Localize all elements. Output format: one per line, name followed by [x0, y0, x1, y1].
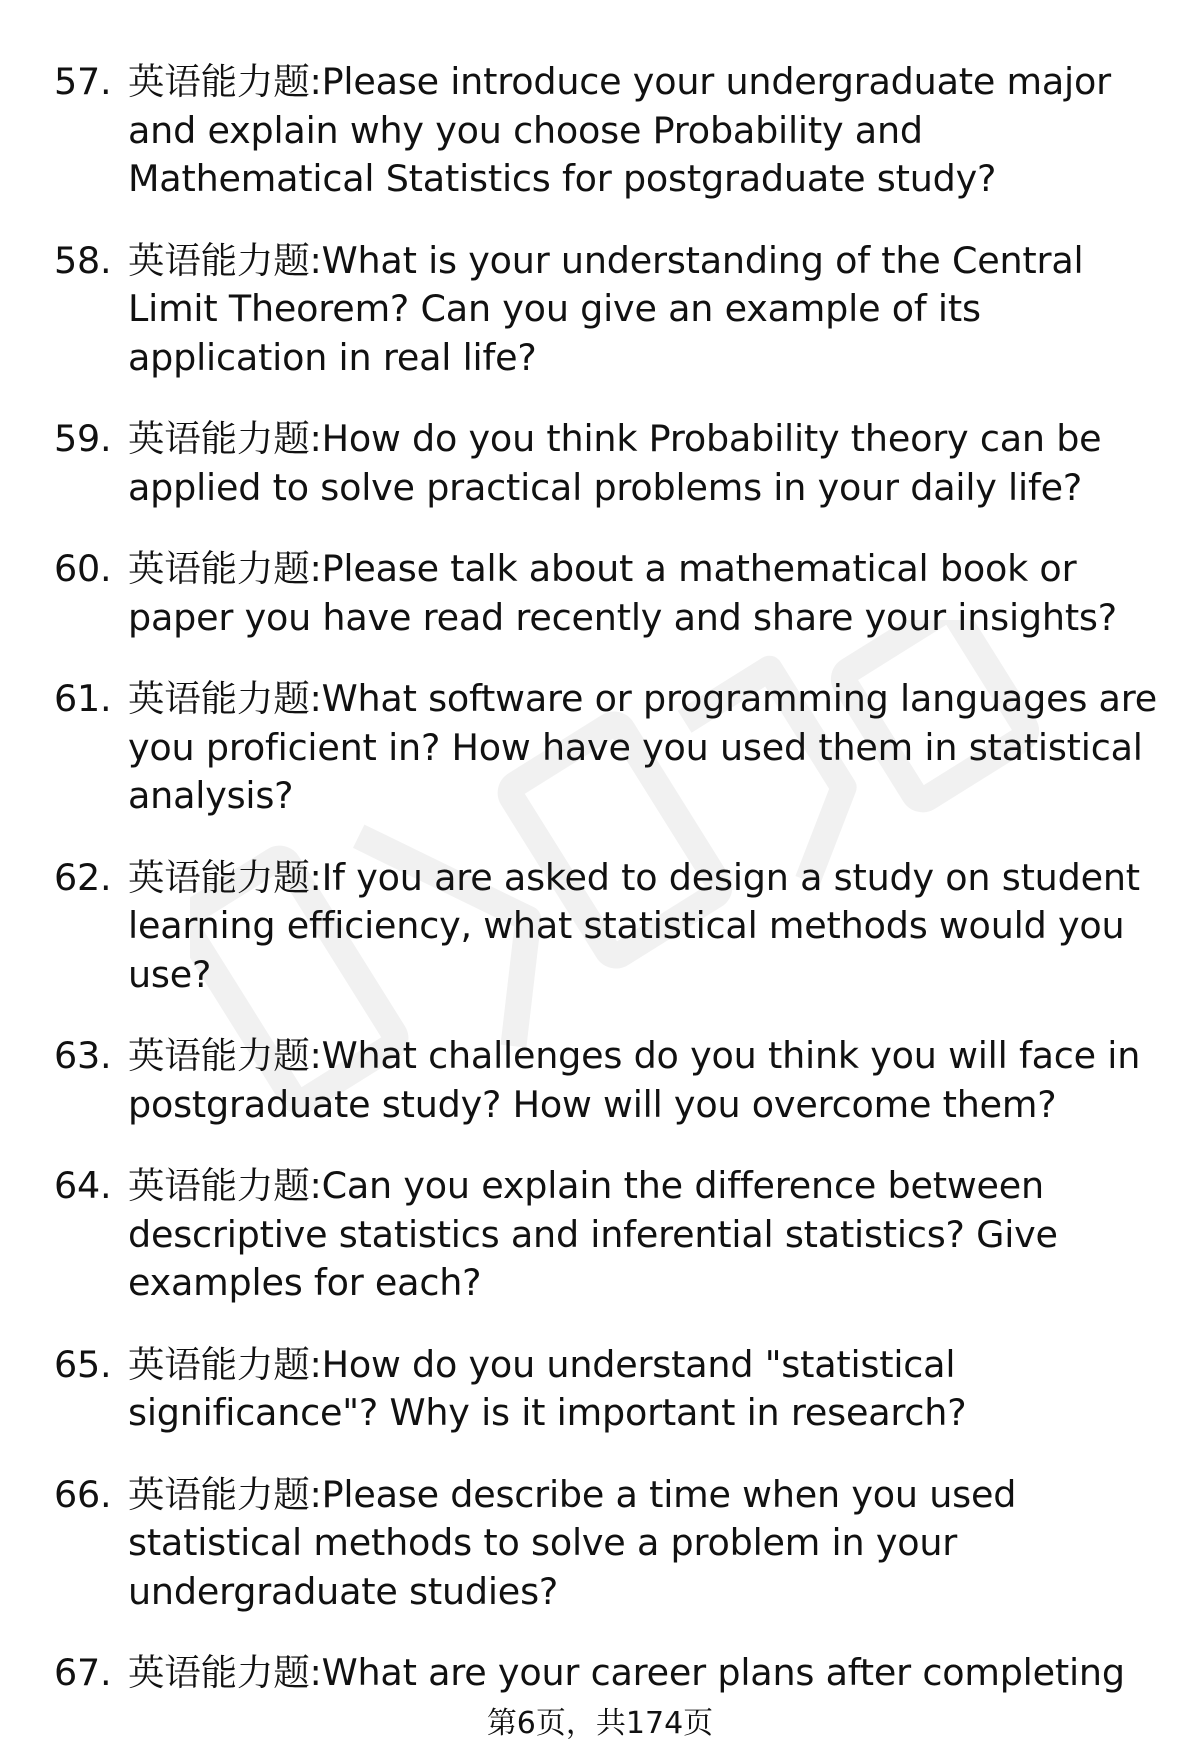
question-text: :How do you understand "statistical significance"? Why is it important in research? — [128, 1342, 967, 1434]
question-number: 62. — [54, 855, 112, 899]
question-item — [54, 545, 1164, 642]
question-tag: 英语能力题 — [128, 60, 310, 103]
question-item — [54, 1341, 1164, 1438]
question-number: 65. — [54, 1342, 112, 1386]
question-number: 60. — [54, 547, 112, 590]
question-text: :How do you think Probability theory can be applied to solve practical problems in your daily life? — [128, 417, 1102, 509]
question-text: :What challenges do you think you will face in postgraduate study? How will you overcome them? — [128, 1034, 1141, 1126]
question-number: 58. — [54, 238, 112, 282]
question-number: 57. — [54, 60, 112, 103]
question-tag: 英语能力题 — [128, 1651, 310, 1694]
question-number: 67. — [54, 1651, 112, 1694]
question-text: :Can you explain the difference between descriptive statistics and inferential statistics? Give examples for each? — [128, 1164, 1058, 1304]
question-list — [54, 58, 1164, 1731]
question-item — [54, 1471, 1164, 1617]
question-item — [54, 854, 1164, 1000]
question-item — [54, 1649, 1164, 1698]
question-tag: 英语能力题 — [128, 1472, 310, 1516]
question-tag: 英语能力题 — [128, 547, 310, 590]
question-number: 59. — [54, 417, 112, 460]
question-text: :If you are asked to design a study on student learning efficiency, what statistical methods would you use? — [128, 855, 1140, 996]
question-item — [54, 415, 1164, 512]
question-tag: 英语能力题 — [128, 677, 310, 720]
question-text: :What are your career plans after completing — [309, 1651, 1125, 1694]
question-text: :What software or programming languages are you proficient in? How have you used them in statistical analysis? — [128, 677, 1157, 817]
question-text: :What is your understanding of the Central Limit Theorem? Can you give an example of its application in real life? — [128, 238, 1084, 379]
question-text: :Please describe a time when you used statistical methods to solve a problem in your undergraduate studies? — [128, 1472, 1017, 1613]
question-number: 66. — [54, 1472, 112, 1516]
question-tag: 英语能力题 — [128, 1164, 310, 1207]
question-item — [54, 1032, 1164, 1129]
question-item — [54, 58, 1164, 204]
question-text: :Please talk about a mathematical book or paper you have read recently and share your insights? — [128, 547, 1117, 639]
question-tag: 英语能力题 — [128, 1342, 310, 1386]
page-number-footer: 第6页，共174页 — [486, 1706, 714, 1741]
question-tag: 英语能力题 — [128, 238, 310, 282]
question-item — [54, 237, 1164, 383]
question-number: 64. — [54, 1164, 112, 1207]
question-text: :Please introduce your undergraduate major and explain why you choose Probability and Mathematical Statistics for postgraduate study? — [128, 60, 1111, 200]
question-item — [54, 1162, 1164, 1308]
question-number: 63. — [54, 1034, 112, 1077]
question-tag: 英语能力题 — [128, 417, 310, 460]
question-number: 61. — [54, 677, 112, 720]
question-tag: 英语能力题 — [128, 855, 310, 899]
question-item — [54, 675, 1164, 821]
question-tag: 英语能力题 — [128, 1034, 310, 1077]
